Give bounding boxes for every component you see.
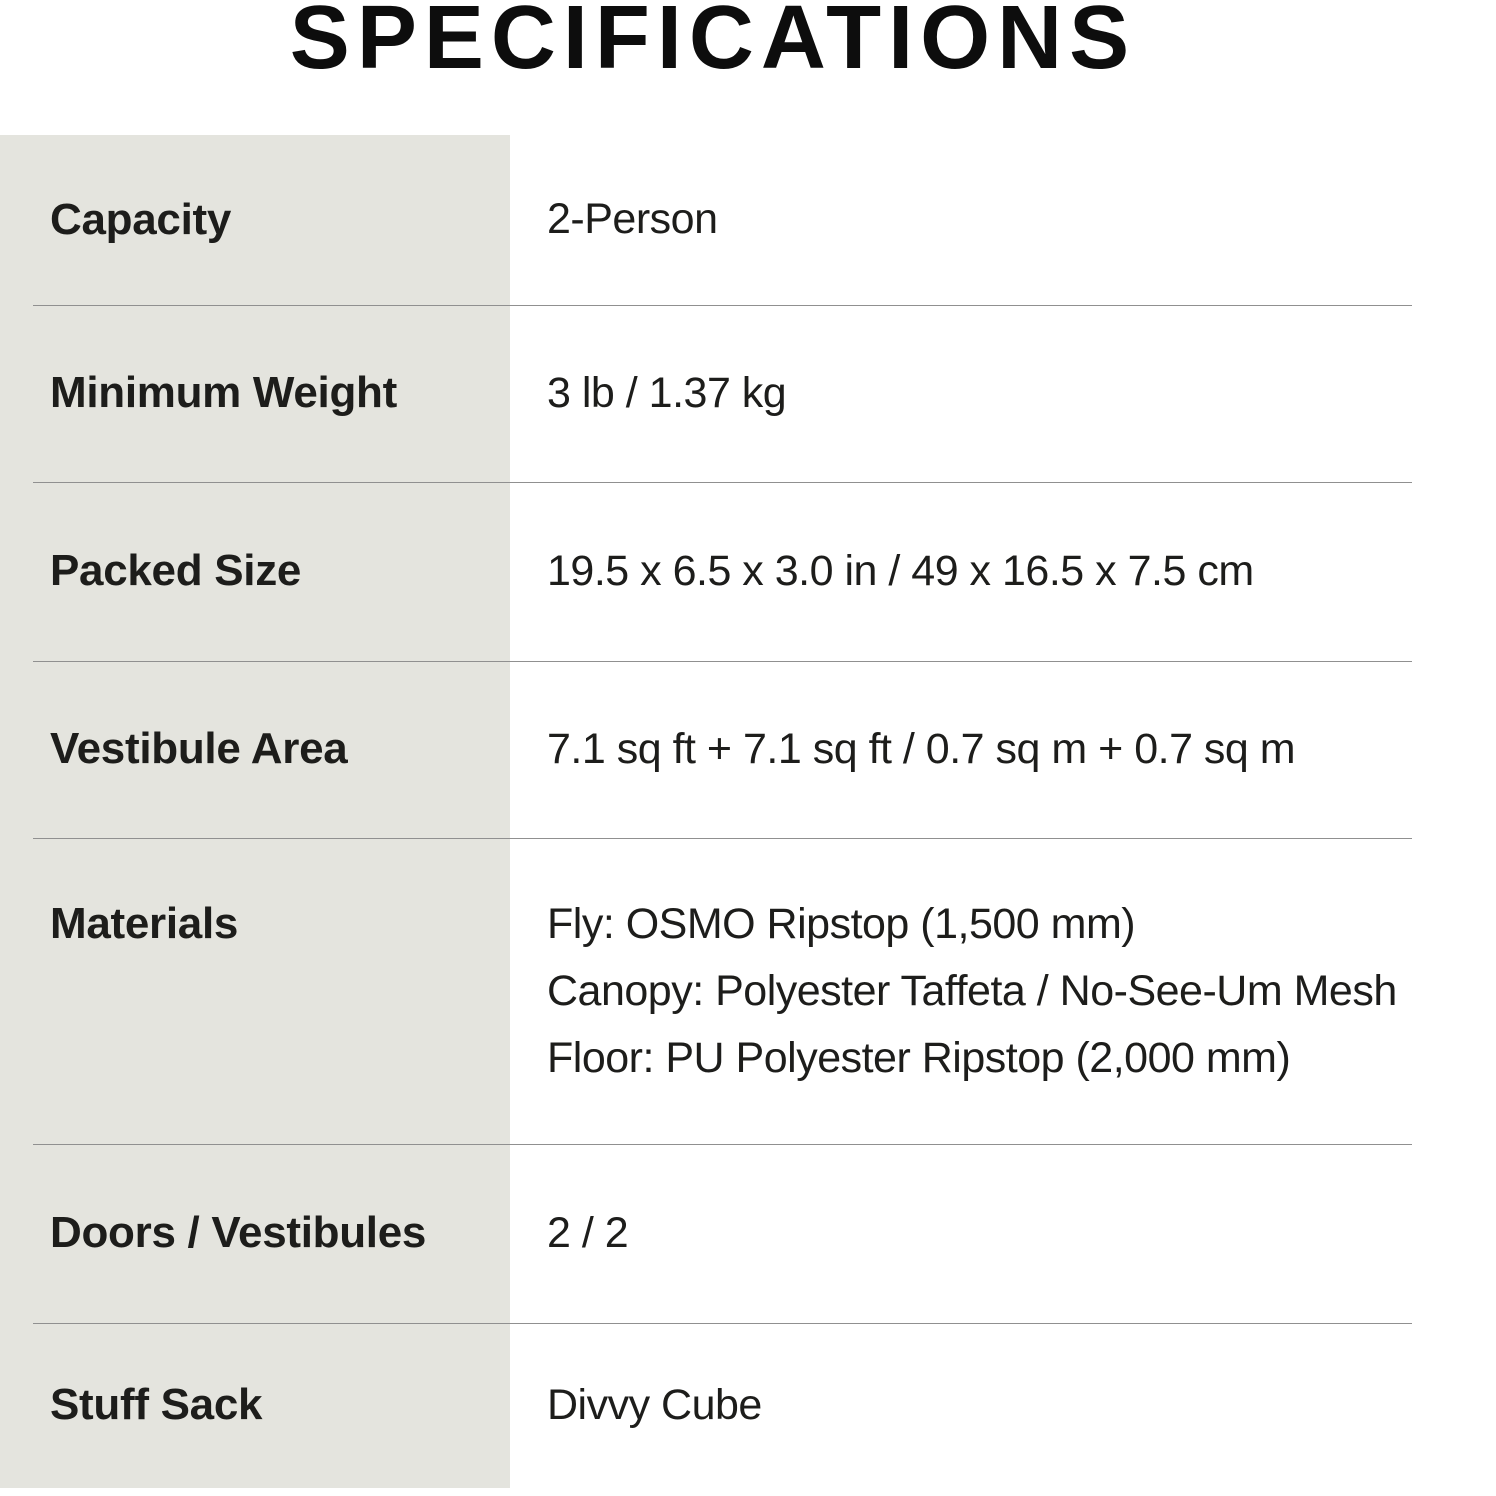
spec-label-cell [0, 1323, 510, 1488]
spec-row-packed-size [0, 482, 1496, 661]
spec-label-cell [0, 661, 510, 838]
spec-label-stuff-sack: Stuff Sack [50, 1380, 263, 1430]
spec-value-packed-size: 19.5 x 6.5 x 3.0 in / 49 x 16.5 x 7.5 cm [547, 546, 1254, 595]
spec-value-cell [510, 135, 1496, 305]
spec-value-materials-floor: Floor: PU Polyester Ripstop (2,000 mm) [547, 1033, 1291, 1082]
spec-label-cell [0, 482, 510, 661]
spec-value-cell [510, 838, 1496, 1144]
spec-value-cell [510, 661, 1496, 838]
spec-value-capacity: 2-Person [547, 195, 718, 244]
spec-value-cell [510, 305, 1496, 482]
spec-value-minimum-weight: 3 lb / 1.37 kg [547, 368, 787, 417]
spec-label-vestibule-area: Vestibule Area [50, 724, 348, 774]
spec-label-cell [0, 1144, 510, 1323]
spec-label-doors-vestibules: Doors / Vestibules [50, 1208, 427, 1258]
spec-value-materials-fly: Fly: OSMO Ripstop (1,500 mm) [547, 899, 1136, 948]
spec-row-minimum-weight [0, 305, 1496, 482]
spec-value-doors-vestibules: 2 / 2 [547, 1208, 629, 1257]
spec-value-materials-canopy: Canopy: Polyester Taffeta / No-See-Um Mesh [547, 966, 1397, 1015]
spec-row-stuff-sack [0, 1323, 1496, 1488]
spec-row-vestibule-area [0, 661, 1496, 838]
spec-value-cell [510, 1144, 1496, 1323]
spec-value-vestibule-area: 7.1 sq ft + 7.1 sq ft / 0.7 sq m + 0.7 sq m [547, 724, 1296, 773]
spec-row-capacity [0, 135, 1496, 305]
spec-label-packed-size: Packed Size [50, 546, 302, 596]
spec-label-minimum-weight: Minimum Weight [50, 368, 397, 418]
spec-table [0, 135, 1496, 1488]
page-title: SPECIFICATIONS [289, 0, 1137, 88]
spec-row-doors-vestibules [0, 1144, 1496, 1323]
spec-label-cell [0, 838, 510, 1144]
spec-label-capacity: Capacity [50, 194, 232, 244]
spec-value-cell [510, 1323, 1496, 1488]
spec-label-cell [0, 135, 510, 305]
spec-row-materials [0, 838, 1496, 1144]
spec-label-materials: Materials [50, 899, 239, 948]
spec-value-stuff-sack: Divvy Cube [547, 1380, 762, 1429]
spec-value-cell [510, 482, 1496, 661]
spec-label-cell [0, 305, 510, 482]
